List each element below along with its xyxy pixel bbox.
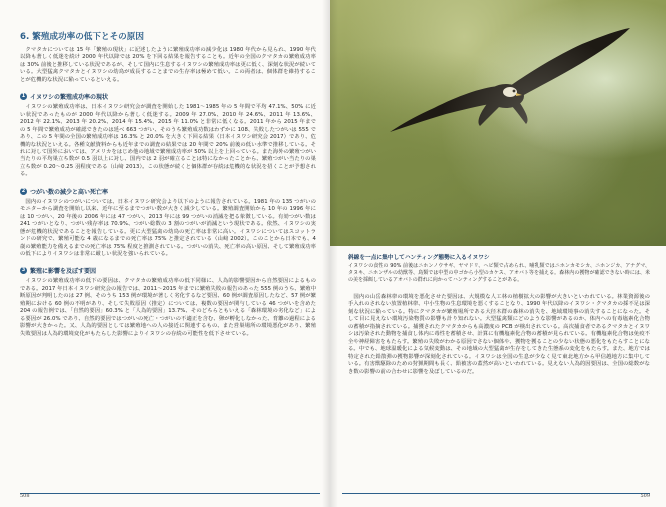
footer-rule-left bbox=[20, 493, 320, 494]
subsection-1-paragraph: イヌワシの繁殖成功率は、日本イヌワシ研究会が調査を開始した 1981〜1985 年の 5 年間で平均 47.1%、50% に近い状況であったものが 2000 年代以降から著しく低迷する。2009 年 27.0%、2010 年 24.6%、2011 年 13.6%、2012 年 22.1%、2013 年 20.2%、2014 年 15.4%、2015 年 11.0% と非常に低くなる。2011 年から 2015 年までの 5 年間で繁殖成功が確認できたのは延べ 663 つがい、そのうち繁殖成功数はわずかに 108、失敗したつがいは 555 であり、この 5 年間の全国の繁殖成功率は 16.3% と 20.0% を大きく下回る結果（日本イヌワシ研究会 2017）であり、危機的な状況といえる。各種文献資料からも近年までの調査の結果では 20 年間で 20% 前後の低い水準で推移している。それに対して国外においては、アメリカをはじめ他の地域で繁殖成功率が 50% 以上を上回っている。また海外の繁殖つがい当たりの平均巣立ち数が 0.5 羽以上に対し、国内では 2 羽が確立ることは特になかったことから、繁殖つがい当たりの巣立ち数が 0.20〜0.25 羽程度である（山﨑 2013）。この状態が続くと個体群が存続は危機的な状況を招くことが予想される。 bbox=[20, 104, 316, 178]
left-page bbox=[0, 0, 330, 507]
photo-caption-text: イヌワシの食性の 90% 前後はニホンノウサギ、ヤマドリ、ヘビ類で占められ、哺乳類ではニホンカモシカ、ニホンジカ、アナグマ、タヌキ、ニホンザルの幼獣等、鳥類では中型の中ゴから小型のカケス、アオバト等を捕える。森林内の獲物が確認できない時には、米の美を採餌しているアオバトの群れに向かってハンティングすることがある。 bbox=[348, 263, 650, 283]
right-body-paragraph: 国内の山岳森林帯の環境を悪化させた要因は、大規模な人工林の植樹拡大の影響が大きいといわれている。林業資源後の手入れのされない放置植林帯、中小生物の生息環境を悪くすることなり、1990 年代以降のイヌワシ・クマタカの採不足は深刻な状況に陥っている。特にクマタカが繁殖場所である大径木群の森林の消失を、地域環境事の消失することになった。そして目に見えない環境汚染物質の影響も計り知れない。大型猛禽類にどのような影響があるのか、体内への有毒塩素化合物の蓄積が指摘されている。捕獲されたクマタカからも高濃度の PCB が検出されている。高次捕食者であるクマタカとイヌワシは汚染された動物を捕食し体内に毒性を蓄積させ、計算に有機塩素化合物の蓄積が見られている。有機塩素化合物は免疫不全や神経障害をもたらす。繁殖の失敗がわかる原因でさない個体や、獲物を獲ることの少ない状態の悪化をもたらすことになる。中でも、地球温暖化による気候変動は、その地域の大型猛禽が生存をしてきた生態系の変化をもたらす。また、地方では特定された鉛散弾の獲物影響が深刻化されている。イヌワシは全国の生息が少なく見て東北地方から甲信越地方に集中している。有害獣駆除のための狩猟期間も長く、鉛被害の蓋然が高いといわれている。見えない人為的因要因は、全国の総数がなき数の影響の前の合わせに影響を及ぼしているのだ。 bbox=[348, 294, 650, 375]
subheading-2-label: つがい数の減少と高い死亡率 bbox=[30, 188, 109, 196]
page-number-right: 509 bbox=[640, 493, 650, 499]
right-page bbox=[330, 0, 666, 507]
number-badge-3: 3 bbox=[21, 267, 26, 274]
subheading-3-label: 繁殖に影響を及ぼす要因 bbox=[30, 268, 97, 276]
subsection-2-paragraph: 国内のイヌワシのつがいについては、日本イヌワシ研究会より以下のように報告されている。1981 年の 135 つがいのモニターから調査を開始し以来、近年に至るまでつがい数が大きく減少している。繁殖調査開始から 10 年の 1996 年には 10 つがい、20 年後の 2006 年には 47 つがい、2013 年には 99 つがいの消滅を把る象徴している。有効つがい数は 241 つがいとなり、つがい残存率は 70.9%、つがい総数の 3 割のつがいが消滅という現状である。依然、イヌワシの実態が危機的状況であることを報告している。更に大型猛禽の幼鳥の死亡率は非常に高い。イヌワシについてはスコットランドの研究で、繁殖可能な 4 歳になるまでの死亡率は 75% と推定されている（山﨑 2002）。このことから日本でも、4 歳の繁殖能力を備えるまでの死亡率は 75% 程度と推測されている。つがいの消失、死亡率の高い原因、そして繁殖成功率の低下によりイヌワシは非常に厳しい状況を強いられている。 bbox=[20, 198, 316, 257]
subheading-1 bbox=[20, 92, 316, 101]
number-badge-1: 1 bbox=[21, 93, 26, 100]
eagle-silhouette-icon bbox=[330, 0, 666, 246]
number-badge-2: 2 bbox=[21, 187, 26, 194]
page-number-left: 508 bbox=[20, 493, 30, 499]
intro-paragraph: クマタカについては 15 年「繁殖の現状」に記述したように繁殖成功率の減少化は 1980 年代から見られ、1990 年代以降も著しく低迷を続け 2000 年代以降では 20% を下回る結果を報告することも。近年の全国のクマタカの繁殖成功率は 30% 前後と推移している状況であるが、そして国内に生息するイヌワシの繁殖成功率は更に低く、深刻な状況が続いている。大型猛禽クマタカとイヌワシの幼鳥が成長することまでの生存率は極めて低い。この両者は、個体群を維持することが危機的な状況に陥っているといえる。 bbox=[20, 47, 316, 83]
subheading-2 bbox=[20, 187, 316, 196]
photo-caption-title: 斜線を一点に集中してハンティング態勢に入るイヌワシ bbox=[348, 255, 490, 261]
subsection-3-paragraph: イヌワシの繁殖成功率の低下の要因は、クマタカの繁殖成功率の低下同様に、人為的影響要因から自然要因によるものである。2017 年日本イヌワシ研究会の報告では、2011〜2015 年までに繁殖失敗の報告のあった 555 例のうち、繁殖中断原因が判明したのは 27 例、そのうち 153 例が環境が著しく劣化するなど要因、60 例が調査原因したなど、57 例が繁殖期における 60 例の不明があり、そして失敗原因（推定）については、複数の要因が関与している 46 つがいを含めた 204 の報告例では、「自然的要因」60.3% と「人為的要因」13.7%、そのどちらともいえる「森林環境の劣化など」による要因が 26.0% であり、自然的要因ではつがいの死亡・つがいの不適正を含む、卵が孵化しなかった、育雛の過程による影響が大きかった。又、人為的要因としては繁殖地への人の接近に関連するもの、また営巣場所の環境悪化があり、繁殖失敗要因は人為的環境変化がもたらした影響によりイヌワシの存続の可能性を低下させている。 bbox=[20, 278, 317, 337]
subheading-3 bbox=[20, 266, 316, 275]
subheading-1-label: イヌワシの繁殖成功率の現状 bbox=[30, 94, 109, 102]
eagle-photo bbox=[330, 0, 666, 246]
footer-rule-right bbox=[342, 493, 650, 494]
section-title: 6. 繁殖成功率の低下とその原因 bbox=[20, 32, 144, 42]
